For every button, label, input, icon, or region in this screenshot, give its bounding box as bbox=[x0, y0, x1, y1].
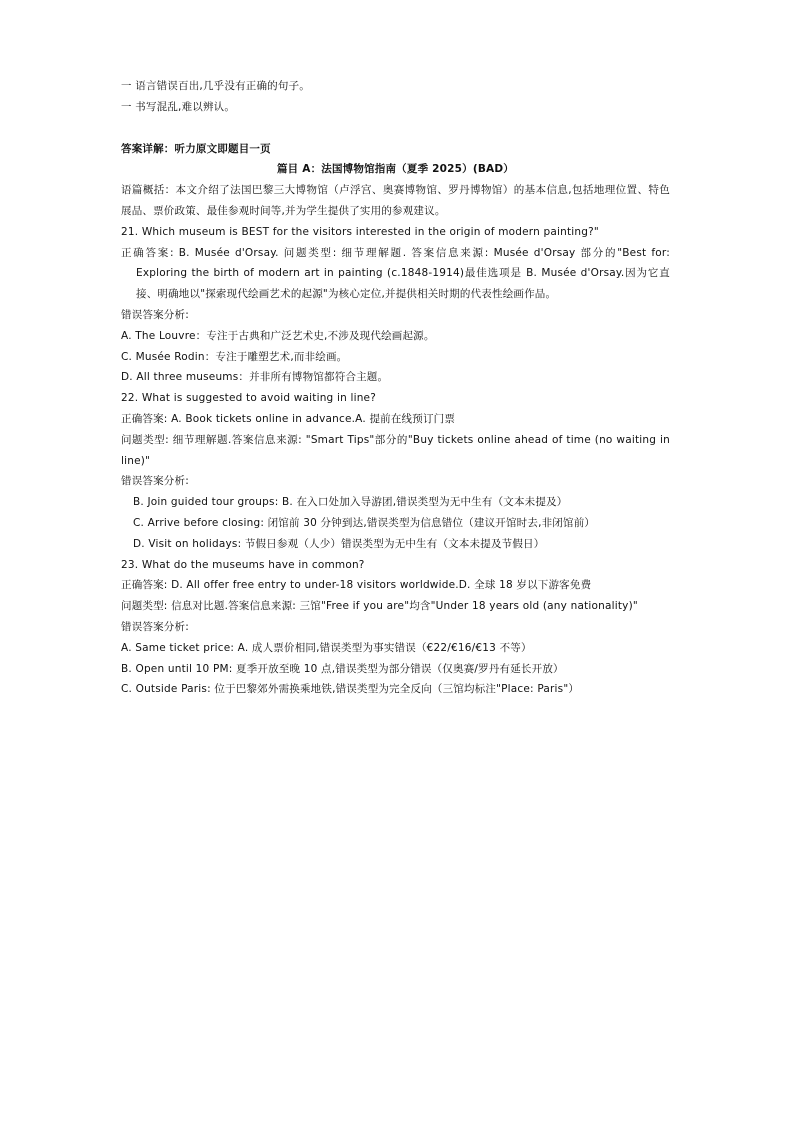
wrong-option: C. Outside Paris: 位于巴黎郊外需换乘地铁,错误类型为完全反向（三馆均标注"Place: Paris"） bbox=[121, 683, 580, 696]
wrong-option: A. Same ticket price: A. 成人票价相同,错误类型为事实错误（€22/€16/€13 不等） bbox=[121, 641, 532, 654]
document-body bbox=[121, 76, 670, 700]
analysis-label: 错误答案分析: bbox=[121, 308, 189, 321]
passage-title: 篇目 A：法国博物馆指南（夏季 2025）(BAD） bbox=[276, 163, 514, 176]
question-22-answer: 正确答案: A. Book tickets online in advance.A. 提前在线预订门票 bbox=[121, 412, 456, 425]
question-23-answer: 正确答案: D. All offer free entry to under-18 visitors worldwide.D. 全球 18 岁以下游客免费 bbox=[121, 579, 592, 592]
question-23: 23. What do the museums have in common? bbox=[121, 558, 365, 571]
wrong-option: A. The Louvre：专注于古典和广泛艺术史,不涉及现代绘画起源。 bbox=[121, 329, 435, 342]
note-line: 一 语言错误百出,几乎没有正确的句子。 bbox=[121, 80, 310, 92]
wrong-option: B. Open until 10 PM: 夏季开放至晚 10 点,错误类型为部分错误（仅奥赛/罗丹有延长开放） bbox=[121, 662, 564, 675]
spacer bbox=[121, 118, 670, 139]
passage-summary: 语篇概括：本文介绍了法国巴黎三大博物馆（卢浮宫、奥赛博物馆、罗丹博物馆）的基本信息,包括地理位置、特色展品、票价政策、最佳参观时间等,并为学生提供了实用的参观建议。 bbox=[121, 184, 670, 217]
wrong-option: D. Visit on holidays: 节假日参观（人少）错误类型为无中生有（文本未提及节假日） bbox=[133, 537, 545, 550]
question-21: 21. Which museum is BEST for the visitors interested in the origin of modern painting?" bbox=[121, 225, 599, 238]
question-22: 22. What is suggested to avoid waiting in line? bbox=[121, 392, 376, 405]
wrong-option: D. All three museums：并非所有博物馆都符合主题。 bbox=[121, 371, 389, 384]
question-22-source: 问题类型: 细节理解题.答案信息来源: "Smart Tips"部分的"Buy tickets online ahead of time (no waiting in line)" bbox=[121, 433, 670, 467]
analysis-label: 错误答案分析: bbox=[121, 475, 189, 488]
wrong-option: B. Join guided tour groups: B. 在入口处加入导游团,错误类型为无中生有（文本未提及） bbox=[133, 496, 568, 509]
section-title: 答案详解：听力原文即题目一页 bbox=[121, 142, 271, 155]
question-23-source: 问题类型: 信息对比题.答案信息来源: 三馆"Free if you are"均含"Under 18 years old (any nationality)" bbox=[121, 600, 638, 613]
wrong-option: C. Musée Rodin：专注于雕塑艺术,而非绘画。 bbox=[121, 350, 348, 363]
analysis-label: 错误答案分析: bbox=[121, 620, 189, 633]
note-line: 一 书写混乱,难以辨认。 bbox=[121, 100, 236, 113]
question-21-answer: 正确答案: B. Musée d'Orsay. 问题类型: 细节理解题. 答案信息来源: Musée d'Orsay 部分的"Best for: Exploring the birth of modern art in painting (c.1848-1914)最佳选项是 B. Musée d'Orsay.因为它直接、明确地以"探索现代绘画艺术的起源"为核心定位,并提供相关时期的代表性绘画作品。 bbox=[121, 246, 670, 301]
wrong-option: C. Arrive before closing: 闭馆前 30 分钟到达,错误类型为信息错位（建议开馆时去,非闭馆前） bbox=[133, 516, 596, 529]
